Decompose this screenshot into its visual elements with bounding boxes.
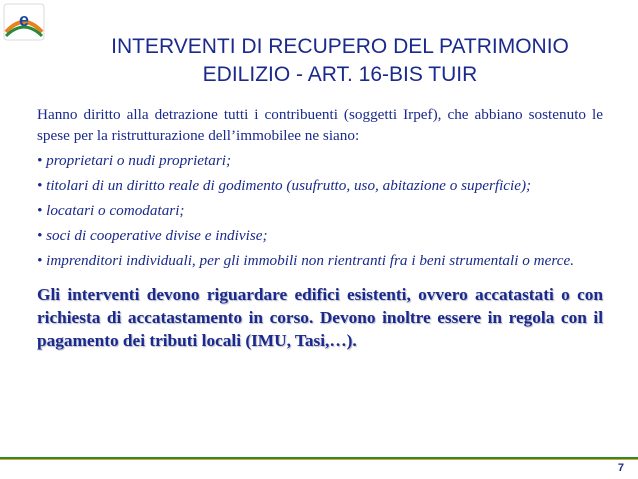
highlight-paragraph: Gli interventi devono riguardare edifici esistenti, ovvero accatastati o con richiesta di accatastamento in corso. Devono inoltre essere in regola con il pagamento dei tributi locali (IMU, Tasi,…). — [37, 285, 603, 350]
list-item: • proprietari o nudi proprietari; — [37, 152, 232, 169]
slide-body — [37, 104, 603, 352]
slide-title — [60, 33, 620, 89]
list-item: • titolari di un diritto reale di godimento (usufrutto, uso, abitazione o superficie); — [37, 177, 532, 194]
intro-paragraph: Hanno diritto alla detrazione tutti i contribuenti (soggetti Irpef), che abbiano sostenuto le spese per la ristrutturazione dell’immobilee ne siano: — [37, 106, 603, 144]
svg-text:e: e — [18, 10, 30, 30]
list-item: • locatari o comodatari; — [37, 202, 185, 219]
list-item: • imprenditori individuali, per gli immobili non rientranti fra i beni strumentali o merce. — [37, 252, 574, 269]
list-item: • soci di cooperative divise e indivise; — [37, 227, 268, 244]
page-number: 7 — [617, 462, 624, 474]
title-line-2: EDILIZIO - ART. 16-BIS TUIR — [202, 63, 478, 86]
agency-logo-icon — [2, 2, 46, 42]
title-line-1: INTERVENTI DI RECUPERO DEL PATRIMONIO — [111, 35, 569, 58]
footer-divider-accent — [0, 459, 638, 460]
